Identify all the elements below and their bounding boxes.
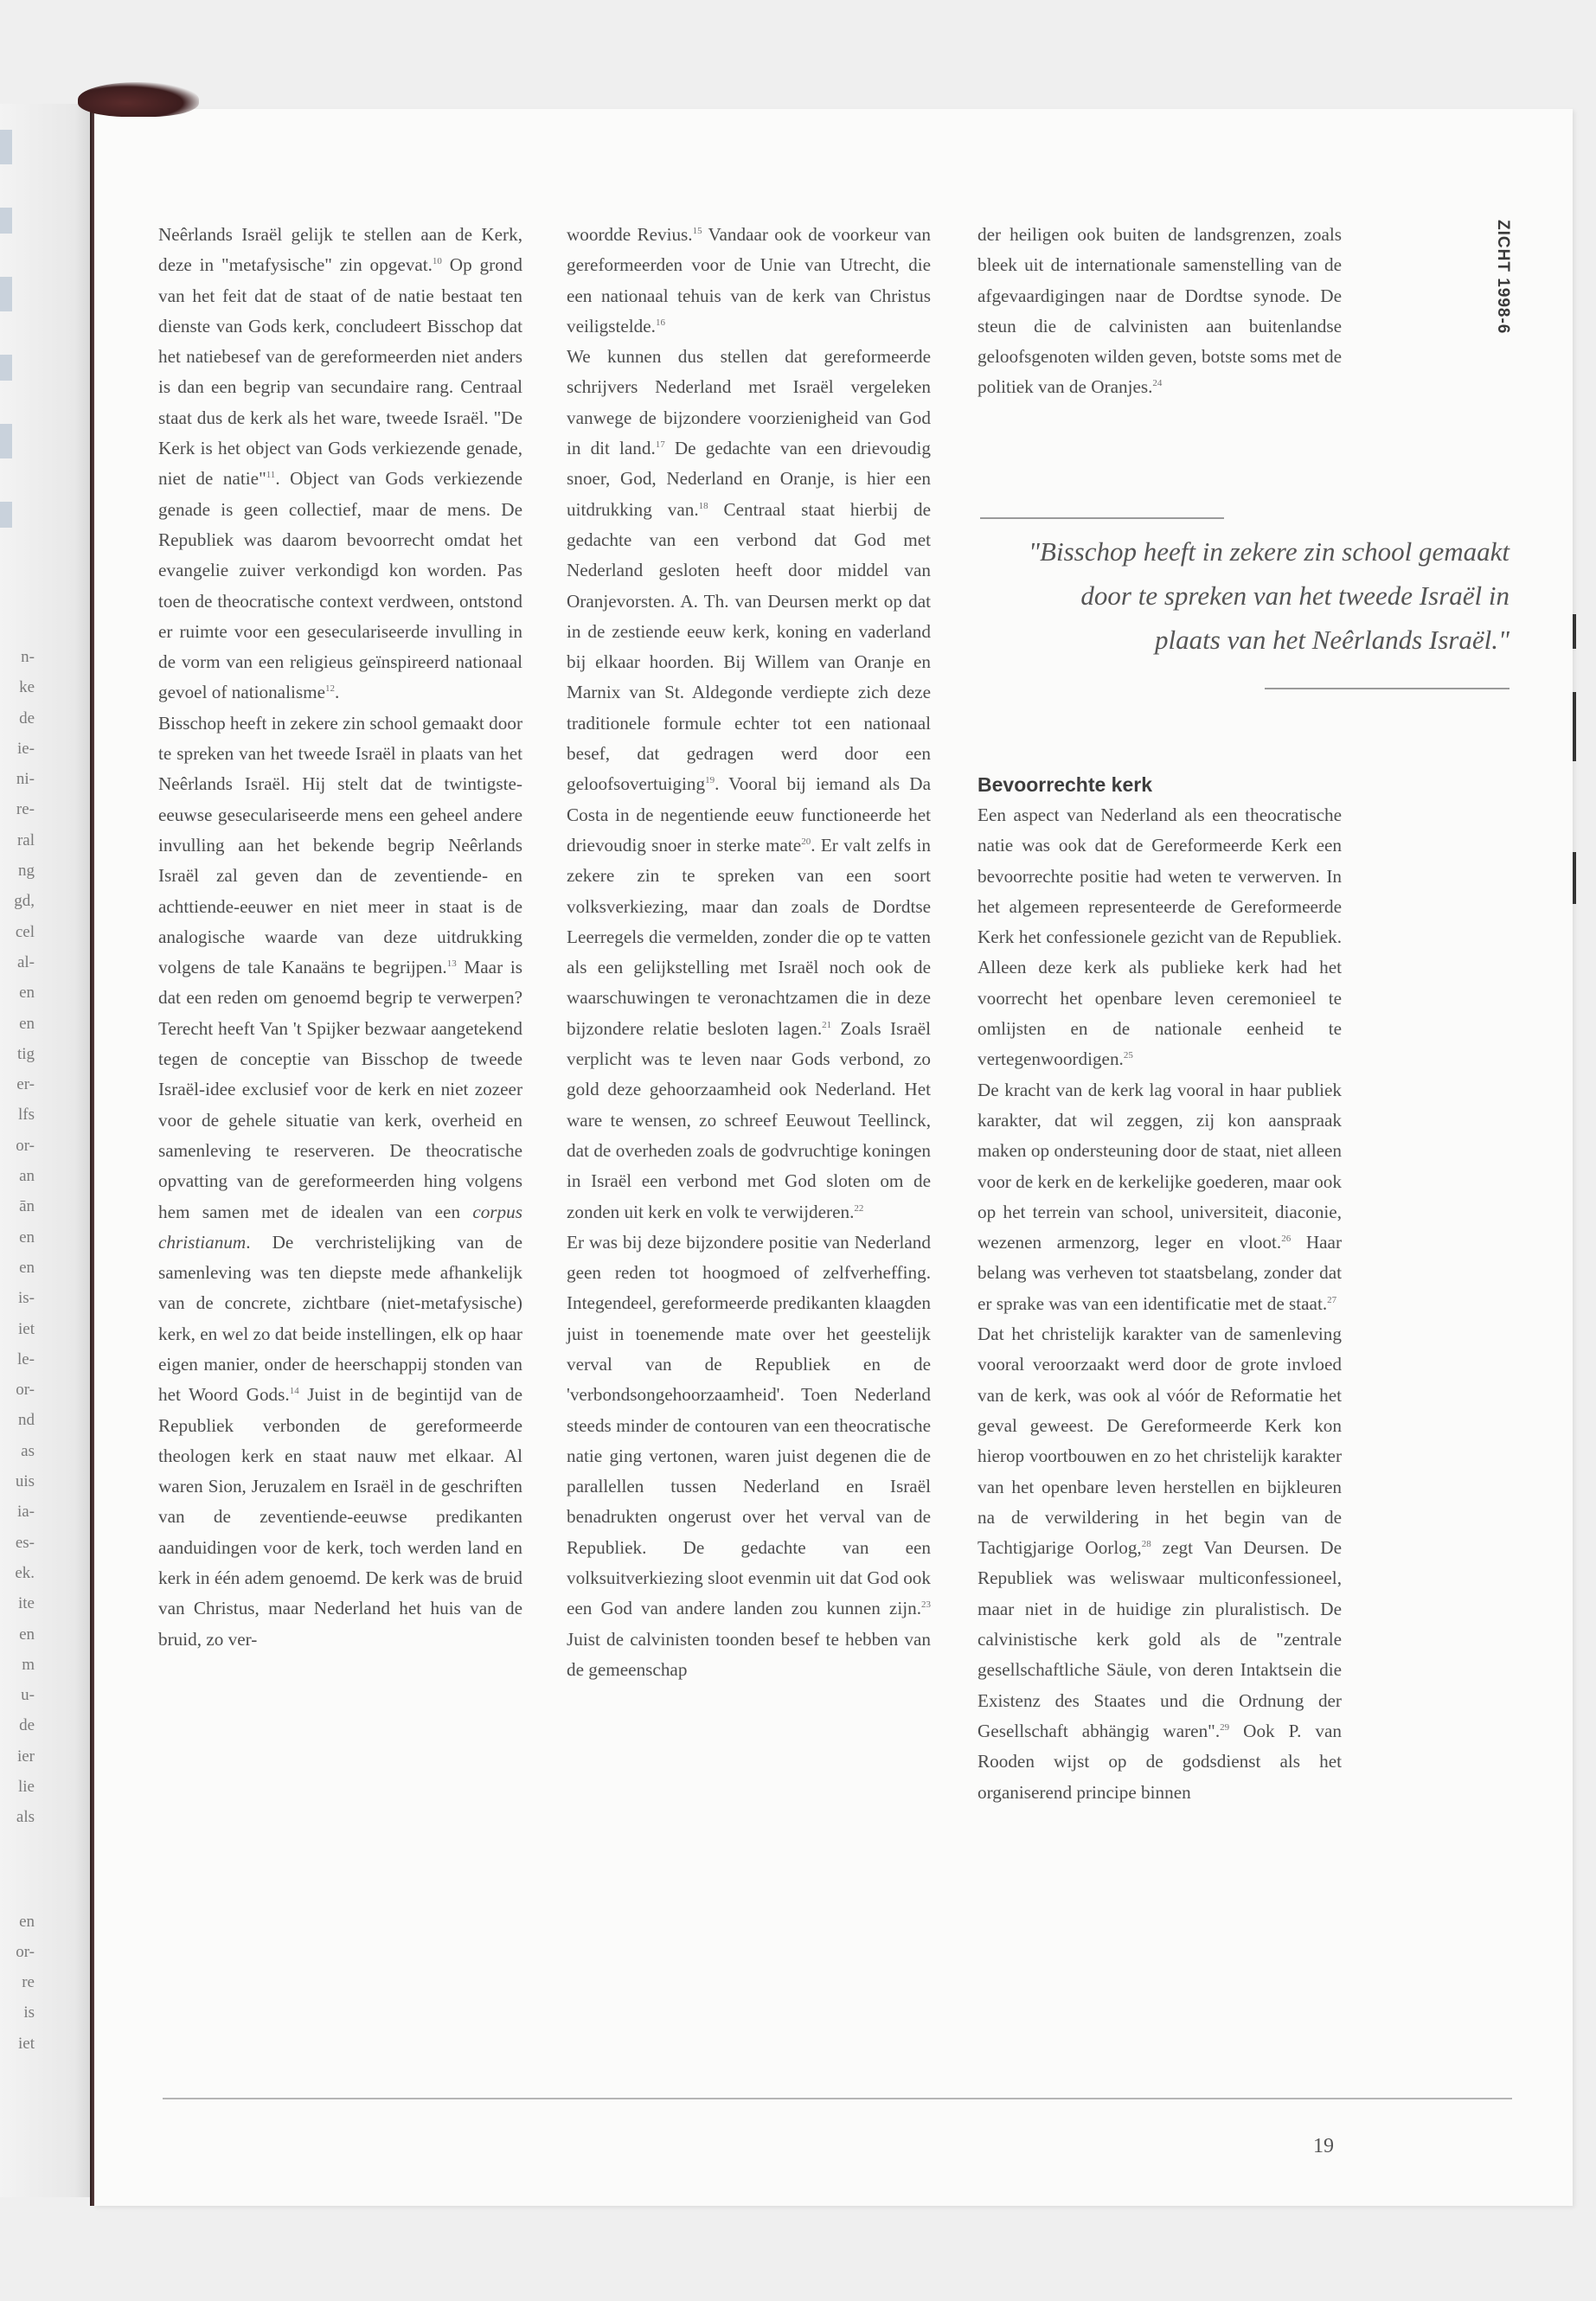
column-1-text: Neêrlands Israël gelijk te stellen aan de Kerk, deze in "metafysische" zin opgevat.$^{10}$ Op grond van het feit dat de staat of de natie bestaat ten dienste van Gods kerk, concludeert Bisschop dat het natiebesef van de gereformeerden niet anders is dan een begrip van secundaire rang. Centraal staat dus de kerk als het ware, tweede Israël. "De Kerk is het object van Gods verkiezende genade, niet de natie"$^{11}$. Object van Gods verkiezende genade is geen collectief, maar de mens. De Republiek was daarom bevoorrecht omdat het evangelie zuiver verkondigd kon worden. Pas toen de theocratische context verdween, ontstond er ruimte voor een geseculariseerde invulling in de vorm van een religieus geïnspireerd nationaal gevoel of nationalisme$^{12}$. Bisschop heeft in zekere zin school gemaakt door te spreken van het tweede Israël in plaats van het Neêrlands Israël. Hij stelt dat de twintigste-eeuwse geseculariseerde mens een geheel andere invulling aan het bekende begrip Neêrlands Israël zal geven dan de zeventiende- en achttiende-eeuwer en niet meer in staat is de analogische waarde van deze uitdrukking volgens de tale Kanaäns te begrijpen.$^{13}$ Maar is dat een reden om genoemd begrip te verwerpen? Terecht heeft Van 't Spijker bezwaar aangetekend tegen de conceptie van Bisschop de tweede Israël-idee exclusief voor de kerk en niet zozeer voor de gehele situatie van kerk, overheid en samenleving te reserveren. De theocratische opvatting van de gereformeerden hing volgens hem samen met de idealen van een corpus christianum. De verchristelijking van de samenleving was ten diepste mede afhankelijk van de concrete, zichtbare (niet-metafysische) kerk, en wel zo dat beide instellingen, elk op haar eigen manier, onder de heerschappij stonden van het Woord Gods.$^{14}$ Juist in de begintijd van de Republiek verbonden de gereformeerde theologen kerk en staat nauw met elkaar. Al waren Sion, Jeruzalem en Israël in de geschriften van de zeventiende-eeuwse predikanten aanduidingen voor de kerk, toch werden land en kerk in één adem genoemd. De kerk was de bruid van Christus, maar Nederland het huis van de bruid, zo ver-: [158, 224, 522, 1650]
previous-page-fragment: ng: [18, 862, 35, 881]
previous-page-fragment: ek.: [15, 1563, 35, 1582]
previous-page-fragment: as: [21, 1441, 35, 1460]
page-tab-marks: [0, 130, 12, 562]
previous-page-fragment: nd: [18, 1411, 35, 1430]
journal-label: ZICHT 1998-6: [1494, 220, 1512, 335]
text-column-1: [158, 220, 522, 1655]
text-column-3-bottom: [977, 770, 1342, 1808]
column-3-bottom-text: Een aspect van Nederland als een theocratische natie was ook dat de Gereformeerde Kerk een bevoorrechte positie had weten te verwerven. In het algemeen representeerde de Gereformeerde Kerk het confessionele gezicht van de Republiek. Alleen deze kerk als publieke kerk had het voorrecht het openbare leven ceremonieel te omlijsten en de nationale eenheid te vertegenwoordigen.$^{25}$ De kracht van de kerk lag vooral in haar publiek karakter, dat wil zeggen, zij kon aanspraak maken op ondersteuning door de staat, niet alleen voor de kerk en de kerkelijke goederen, maar ook op het terrein van school, universiteit, diaconie, wezenen armenzorg, leger en vloot.$^{26}$ Haar belang was verheven tot staatsbelang, zonder dat er sprake was van een identificatie met de staat.$^{27}$ Dat het christelijk karakter van de samenleving vooral veroorzaakt werd door de grote invloed van de kerk, was ook al vóór de Reformatie het geval geweest. De Gereformeerde Kerk kon hierop voortbouwen en zo het christelijk karakter van het openbare leven herstellen en bijkleuren na de verwildering in het begin van de Tachtigjarige Oorlog,$^{28}$ zegt Van Deursen. De Republiek was weliswaar multiconfessioneel, maar niet in de huidige zin pluralistisch. De calvinistische kerk gold als de "zentrale gesellschaftliche Säule, von deren Intaktsein die Existenz des Staates und die Ordnung der Gesellschaft abhängig waren".$^{29}$ Ook P. van Rooden wijst op de godsdienst als het organiserend principe binnen: [977, 804, 1343, 1803]
previous-page-fragment: ke: [19, 678, 35, 697]
previous-page-fragment: tig: [16, 1044, 35, 1063]
column-2-text: woordde Revius.$^{15}$ Vandaar ook de voorkeur van gereformeerden voor de Unie van Utrecht, die een nationaal tehuis van de kerk van Christus veiligstelde.$^{16}$ We kunnen dus stellen dat gereformeerde schrijvers Nederland met Israël vergeleken vanwege de bijzondere voorzienigheid van God in dit land.$^{17}$ De gedachte van een drievoudig snoer, God, Nederland en Oranje, is hier een uitdrukking van.$^{18}$ Centraal staat hierbij de gedachte van een verbond dat God met Nederland gesloten heeft door middel van Oranjevorsten. A. Th. van Deursen merkt op dat in de zestiende eeuw kerk, koning en vaderland bij elkaar hoorden. Bij Willem van Oranje en Marnix van St. Aldegonde verdiepte zich deze traditionele formule echter tot een nationaal besef, dat gedragen werd door een geloofsovertuiging$^{19}$. Vooral bij iemand als Da Costa in de negentiende eeuw functioneerde het drievoudig snoer in sterke mate$^{20}$. Er valt zelfs in zekere zin te spreken van een soort volksverkiezing, maar dan zoals de Dordtse Leerregels die vermelden, zonder die op te vatten als een gelijkstelling met Israël noch ook de waarschuwingen te veronachtzamen die in deze bijzondere relatie besloten lagen.$^{21}$ Zoals Israël verplicht was te leven naar Gods verbond, zo gold deze gehoorzaamheid ook Nederland. Het ware te wensen, zo schreef Eeuwout Teellinck, dat de overheden zoals de godvruchtige koningen in Israël een verbond met God sloten om de zonden uit kerk en volk te verwijderen.$^{22}$ Er was bij deze bijzondere positie van Nederland geen reden tot hoogmoed of zelfverheffing. Integendeel, gereformeerde predikanten klaagden juist in toenemende mate over het geestelijk verval van de Republiek en de 'verbondsongehoorzaamheid'. Toen Nederland steeds minder de contouren van een theocratische natie ging vertonen, waren juist degenen die de parallellen tussen Nederland en Israël benadrukten ongerust over het verval van de Republiek. De gedachte van een volksuitverkiezing sloot evenmin uit dat God ook een God van andere landen zou kunnen zijn.$^{23}$ Juist de calvinisten toonden besef te hebben van de gemeenschap: [567, 224, 932, 1680]
previous-page-fragment: ral: [16, 830, 35, 849]
previous-page-fragment: ie-: [16, 739, 35, 758]
previous-page-fragment: n-: [21, 648, 35, 666]
previous-page-fragment: iet: [18, 2034, 35, 2053]
previous-page-fragment: en: [19, 1014, 35, 1033]
previous-page-fragment: en: [19, 1625, 35, 1644]
text-column-2: [567, 220, 931, 1685]
previous-page-fragment: ite: [18, 1594, 35, 1613]
edge-mark: [1573, 692, 1576, 761]
previous-page-fragment: gd,: [14, 892, 35, 911]
previous-page-fragment: ier: [16, 1747, 35, 1766]
previous-page-fragment: al-: [16, 952, 35, 971]
edge-mark: [1573, 614, 1576, 649]
bookmark-ribbon: [78, 82, 199, 117]
previous-page-fragment: en: [19, 984, 35, 1003]
previous-page-fragment: en: [19, 1227, 35, 1247]
previous-page-fragment: lfs: [18, 1106, 35, 1125]
previous-page-fragment: le-: [16, 1349, 35, 1368]
previous-page-fragment: er-: [16, 1075, 35, 1094]
previous-page-fragment: es-: [15, 1533, 35, 1552]
previous-page-fragment: or-: [16, 1942, 35, 1961]
previous-page-fragment: ān: [19, 1197, 35, 1216]
pull-quote-top-rule: [980, 517, 1224, 519]
previous-page-fragment: uis: [15, 1472, 35, 1491]
previous-page-fragment: or-: [16, 1381, 35, 1400]
previous-page-fragment: or-: [16, 1136, 35, 1155]
previous-page-fragment: re: [22, 1973, 35, 1992]
previous-page-fragment: m: [22, 1655, 35, 1674]
previous-page-fragment: ia-: [16, 1503, 35, 1522]
previous-page-fragment: en: [19, 1258, 35, 1277]
pull-quote-bottom-rule: [1265, 688, 1509, 689]
previous-page-fragment: is-: [18, 1289, 35, 1308]
column-3-top-text: der heiligen ook buiten de landsgrenzen, zoals bleek uit de internationale samenstelling van de afgevaardigingen naar de Dordtse synode. De steun die de calvinisten aan buitenlandse geloofsgenoten wilden geven, botste soms met de politiek van de Oranjes.$^{24}$: [977, 224, 1342, 398]
previous-page-fragment: de: [19, 708, 35, 727]
previous-page-fragment: is: [23, 2003, 35, 2022]
previous-page-fragment: de: [19, 1716, 35, 1735]
previous-page-fragment: re-: [16, 800, 35, 819]
previous-page-fragment: cel: [15, 922, 35, 941]
pull-quote-line-3: plaats van het Neêrlands Israël.": [1155, 625, 1509, 655]
footer-rule: [163, 2098, 1512, 2099]
previous-page-fragment: u-: [21, 1686, 35, 1705]
previous-page-fragment: iet: [18, 1319, 35, 1338]
previous-page-fragment: ni-: [16, 770, 35, 789]
pull-quote-line-2: door te spreken van het tweede Israël in: [1080, 580, 1509, 611]
edge-mark: [1573, 852, 1576, 904]
previous-page-fragment: als: [16, 1808, 35, 1827]
previous-page-text-fragments: [0, 642, 35, 2059]
section-heading: Bevoorrechte kerk: [977, 773, 1152, 796]
pull-quote-line-1: "Bisschop heeft in zekere zin school gemaakt: [1029, 536, 1509, 567]
text-column-3-top: [977, 220, 1342, 403]
previous-page-fragment: an: [19, 1167, 35, 1186]
previous-page-fragment: en: [19, 1912, 35, 1931]
previous-page-fragment: lie: [18, 1777, 35, 1796]
binding-spine: [90, 109, 94, 2206]
page-number: 19: [1313, 2135, 1334, 2157]
pull-quote: [969, 529, 1509, 662]
